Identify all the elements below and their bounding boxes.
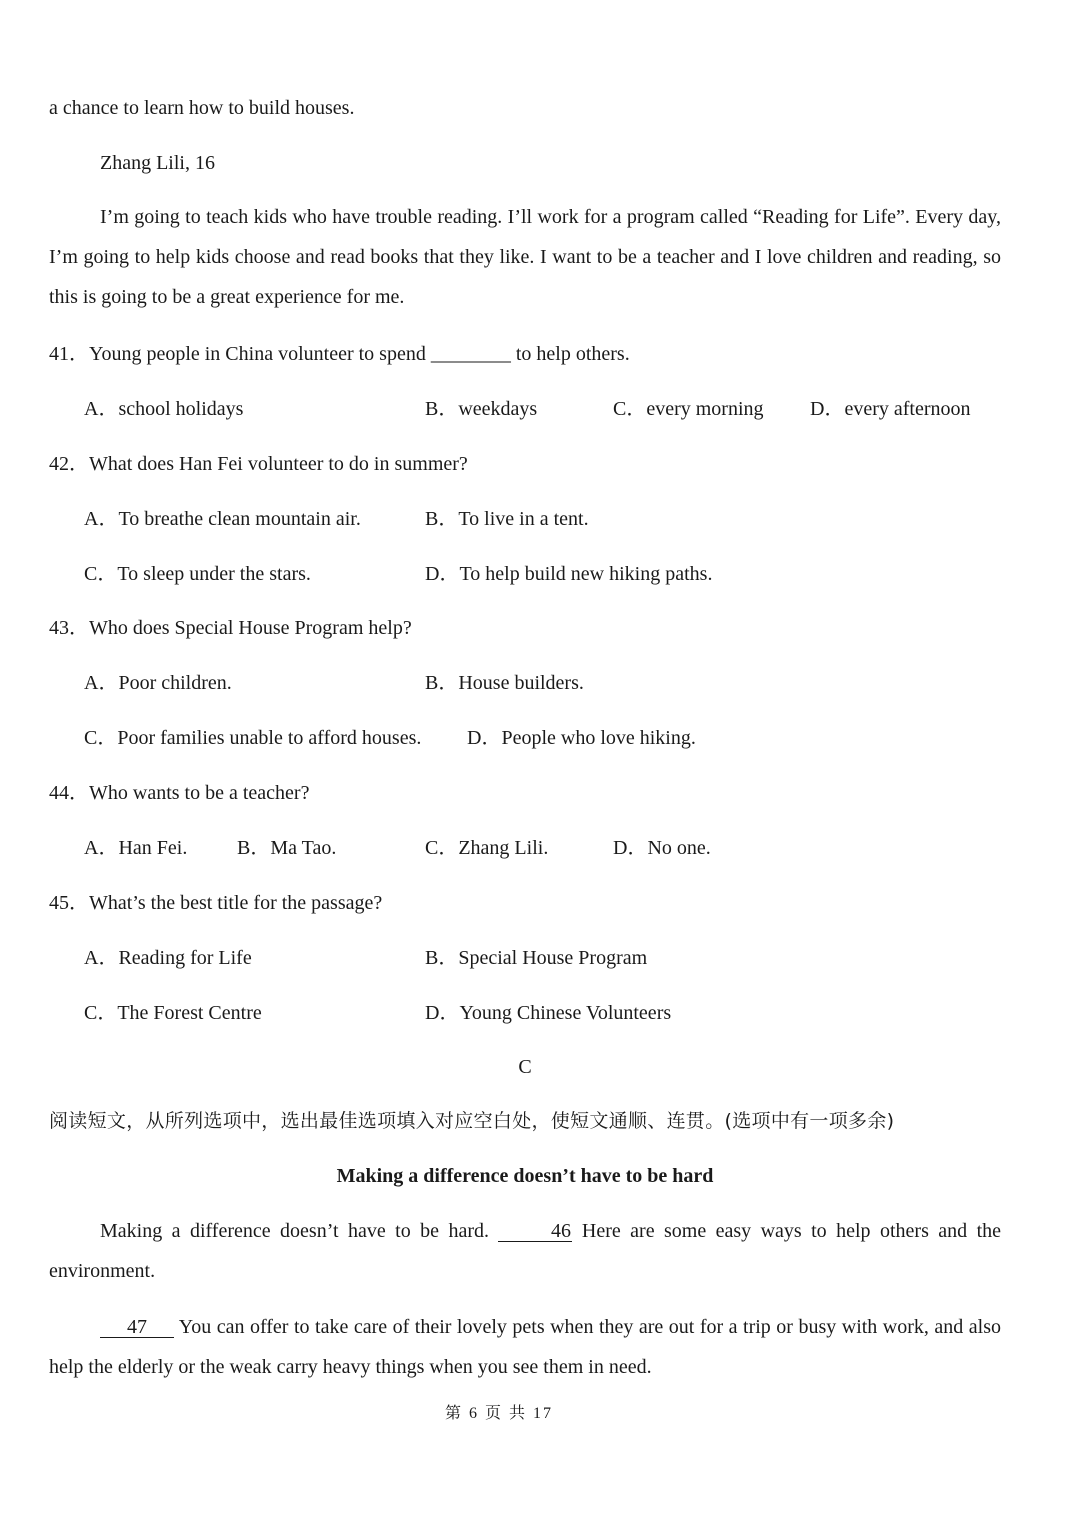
option-43-a: A．Poor children. [84,672,232,694]
question-stem: Young people in China volunteer to spend [89,343,426,365]
question-number: 44． [49,782,89,804]
option-44-a: A．Han Fei. [84,837,188,859]
question-45 [49,891,382,915]
question-stem: What’s the best title for the passage? [89,892,383,914]
option-45-b: B．Special House Program [425,947,648,969]
question-number: 42． [49,453,89,475]
question-number: 41． [49,343,89,365]
paragraph-text: Here are some easy ways to help others and the environment. [49,1220,1002,1282]
question-stem: Who does Special House Program help? [89,617,412,639]
passage-c-paragraph-2 [49,1307,1001,1387]
question-stem: What does Han Fei volunteer to do in summer? [89,453,468,475]
option-41-a: A．school holidays [84,398,244,420]
option-44-c: C．Zhang Lili. [425,837,549,859]
question-number: 43． [49,617,89,639]
option-42-d: D．To help build new hiking paths. [425,563,713,585]
option-43-d: D．People who love hiking. [467,727,696,749]
question-stem: Who wants to be a teacher? [89,782,310,804]
passage-continuation: a chance to learn how to build houses. [49,97,355,119]
section-letter: C [518,1056,532,1078]
blank-46: 46 [498,1221,572,1242]
option-44-d: D．No one. [613,837,711,859]
option-42-b: B．To live in a tent. [425,508,589,530]
volunteer-paragraph-zhang-lili: I’m going to teach kids who have trouble reading. I’ll work for a program called “Reading for Life”. Every day, I’m going to help kids choose and read books that they like. I want to be a teacher and I love children and reading, so this is going to be a great experience for me. [49,206,1001,308]
option-41-c: C．every morning [613,398,764,420]
answer-blank: ________ [430,343,511,365]
question-43 [49,616,412,640]
option-41-d: D．every afternoon [810,398,971,420]
option-45-a: A．Reading for Life [84,947,252,969]
option-41-b: B．weekdays [425,398,538,420]
option-43-b: B．House builders. [425,672,584,694]
document-page [49,0,1001,1528]
question-42 [49,452,468,476]
question-41 [49,342,630,366]
option-45-c: C．The Forest Centre [84,1002,262,1024]
question-stem-end: to help others. [515,343,630,365]
paragraph-text: Making a difference doesn’t have to be hard. [100,1220,489,1242]
question-44 [49,781,309,805]
paragraph-text: You can offer to take care of their lovely pets when they are out for a trip or busy with work, and also help the elderly or the weak carry heavy things when you see them in need. [49,1316,1001,1378]
option-42-c: C．To sleep under the stars. [84,563,311,585]
volunteer-name-zhang-lili: Zhang Lili, 16 [100,152,215,174]
option-42-a: A．To breathe clean mountain air. [84,508,361,530]
passage-c-paragraph-1 [49,1211,1001,1291]
option-44-b: B．Ma Tao. [237,837,337,859]
passage-title: Making a difference doesn’t have to be hard [336,1165,714,1187]
page-footer: 第 6 页 共 17 [444,1405,553,1422]
section-instruction: 阅读短文，从所列选项中，选出最佳选项填入对应空白处，使短文通顺、连贯。(选项中有一项多余) [49,1110,895,1132]
blank-47: 47 [100,1317,174,1338]
question-number: 45． [49,892,89,914]
option-45-d: D．Young Chinese Volunteers [425,1002,672,1024]
option-43-c: C．Poor families unable to afford houses. [84,727,422,749]
